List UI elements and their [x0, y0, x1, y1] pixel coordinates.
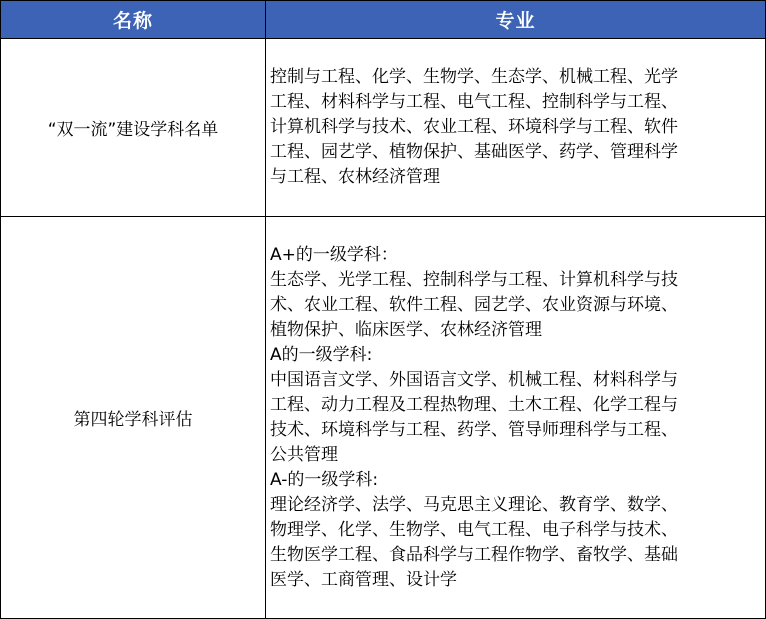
header-major: 专业: [266, 1, 765, 39]
major-line: 理论经济学、法学、马克思主义理论、教育学、数学、: [270, 494, 678, 515]
major-line: 医学、工商管理、设计学: [270, 569, 457, 590]
header-name: 名称: [1, 1, 266, 39]
major-line: 工程、材料科学与工程、电气工程、控制科学与工程、: [270, 92, 678, 112]
row-name-fourth-evaluation: 第四轮学科评估: [1, 217, 266, 618]
major-line: 生物医学工程、食品科学与工程作物学、畜牧学、基础: [270, 544, 678, 565]
row-majors-double-first-class: [266, 39, 765, 217]
major-line: 公共管理: [270, 444, 338, 465]
grade-heading-a: A的一级学科:: [270, 344, 373, 365]
grade-heading-a-plus: A+的一级学科：: [270, 244, 398, 265]
major-line: 中国语言文学、外国语言文学、机械工程、材料科学与: [270, 369, 678, 390]
major-line: 与工程、农林经济管理: [270, 167, 440, 187]
row-name-double-first-class: “双一流”建设学科名单: [1, 39, 266, 217]
major-line: 植物保护、临床医学、农林经济管理: [270, 319, 542, 340]
major-line: 工程、园艺学、植物保护、基础医学、药学、管理科学: [270, 142, 678, 162]
major-line: 控制与工程、化学、生物学、生态学、机械工程、光学: [270, 67, 678, 87]
major-line: 术、农业工程、软件工程、园艺学、农业资源与环境、: [270, 294, 678, 315]
major-line: 工程、动力工程及工程热物理、土木工程、化学工程与: [270, 394, 678, 415]
major-line: 生态学、光学工程、控制科学与工程、计算机科学与技: [270, 269, 678, 290]
grade-heading-a-minus: A-的一级学科:: [270, 469, 379, 490]
major-line: 计算机科学与技术、农业工程、环境科学与工程、软件: [270, 117, 678, 137]
major-line: 技术、环境科学与工程、药学、管导师理科学与工程、: [270, 419, 678, 440]
major-line: 物理学、化学、生物学、电气工程、电子科学与技术、: [270, 519, 678, 540]
row-majors-fourth-evaluation: [266, 217, 765, 618]
